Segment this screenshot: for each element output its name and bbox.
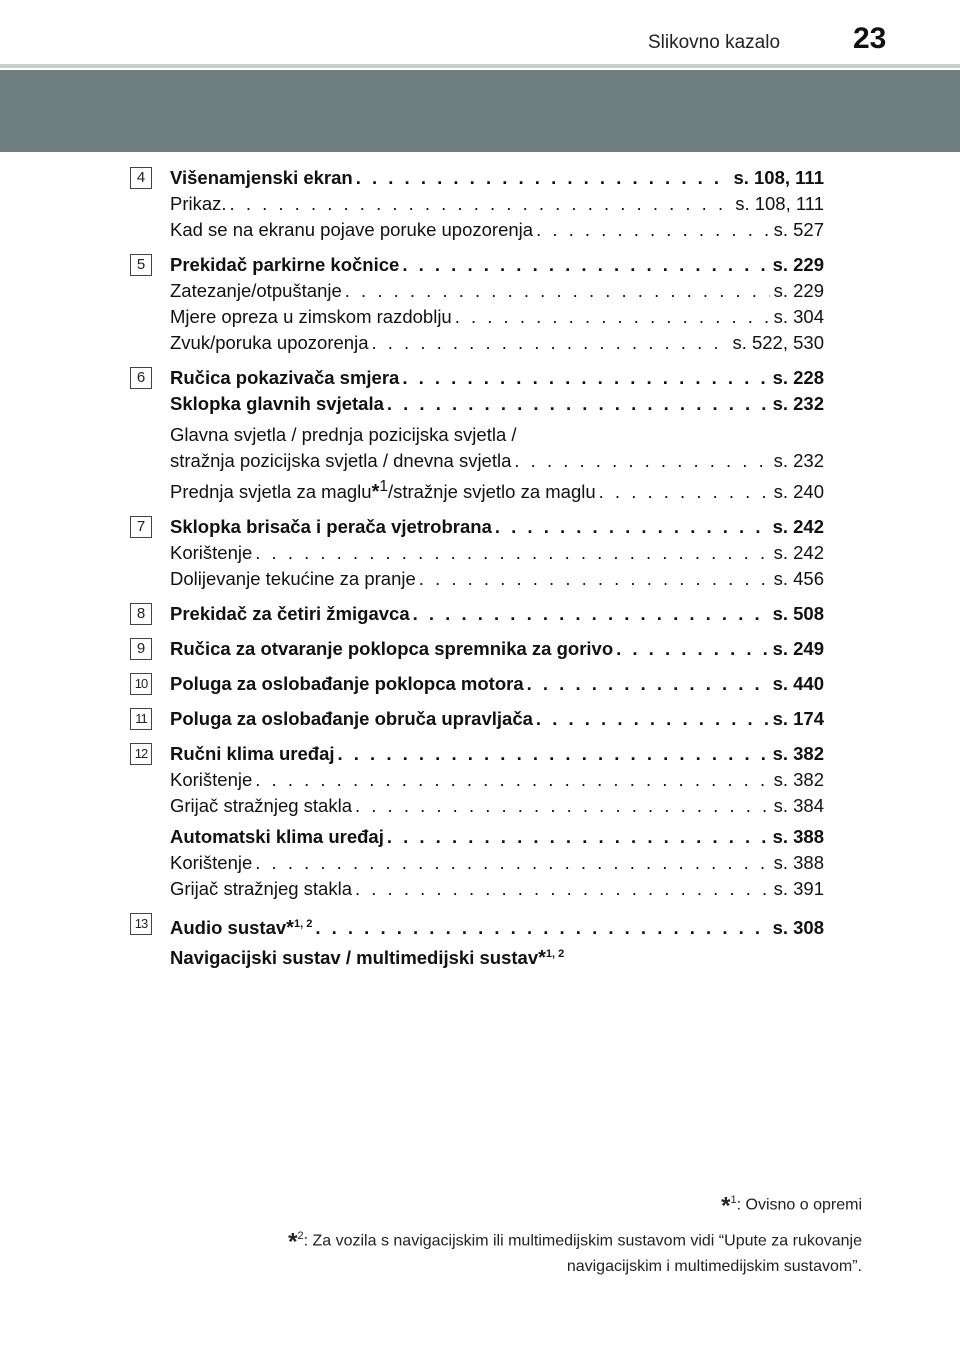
entry-page: s. 249 (772, 638, 824, 660)
leader-dots (371, 330, 728, 356)
entry-title-part: /stražnje svjetlo za maglu (387, 481, 596, 503)
item-number: 5 (130, 254, 152, 276)
leader-dots (345, 278, 770, 304)
footnote-asterisk: * (721, 1192, 731, 1220)
entry-title: Grijač stražnjeg stakla (170, 878, 352, 900)
index-group-10 (0, 671, 960, 697)
leader-dots (356, 165, 730, 191)
index-group-12 (0, 741, 960, 902)
index-list (0, 165, 960, 980)
footnote-ref: 1, 2 (293, 918, 313, 931)
index-group-5 (0, 252, 960, 356)
item-number: 7 (130, 516, 152, 538)
index-entry[interactable] (170, 671, 824, 697)
leader-dots (616, 636, 768, 662)
header-strip (0, 0, 960, 68)
index-group-13 (0, 911, 960, 971)
leader-dots (495, 514, 769, 540)
footnote-asterisk: * (288, 1228, 298, 1256)
index-entry[interactable] (170, 391, 824, 417)
entry-page: s. 242 (772, 516, 824, 538)
index-entry[interactable] (170, 824, 824, 850)
index-subentry[interactable] (170, 876, 824, 902)
entry-title: Ručni klima uređaj (170, 743, 335, 765)
leader-dots (527, 671, 769, 697)
entry-page: s. 391 (773, 878, 824, 900)
entry-title: Poluga za oslobađanje poklopca motora (170, 673, 524, 695)
entry-title-part: Audio sustav (170, 917, 287, 939)
index-subentry[interactable] (170, 304, 824, 330)
entry-title: Zvuk/poruka upozorenja (170, 332, 369, 353)
section-title: Slikovno kazalo (648, 32, 781, 53)
index-entry[interactable] (170, 514, 824, 540)
entry-title: Korištenje (170, 852, 253, 874)
index-subentry[interactable] (170, 850, 824, 876)
leader-dots (599, 479, 770, 505)
index-subentry[interactable] (170, 474, 824, 505)
leader-dots (255, 767, 769, 793)
index-subentry[interactable] (170, 278, 824, 304)
entry-title: Prekidač parkirne kočnice (170, 254, 400, 275)
entry-title (170, 911, 315, 941)
index-subentry[interactable] (170, 566, 824, 592)
entry-title: Automatski klima uređaj (170, 826, 384, 848)
entry-page: s. 382 (772, 743, 824, 765)
entry-page: s. 174 (772, 708, 824, 730)
leader-dots (355, 793, 770, 819)
footnote-2 (102, 1224, 862, 1254)
entry-title: Višenamjenski ekran (170, 167, 353, 188)
entry-page: s. 522, 530 (732, 332, 824, 353)
leader-dots (402, 365, 768, 391)
entry-page: s. 228 (772, 367, 824, 388)
leader-dots (387, 391, 769, 417)
entry-title: Korištenje (170, 769, 253, 791)
index-group-9 (0, 636, 960, 662)
entry-title-part: Navigacijski sustav / multimedijski sustav (170, 947, 539, 969)
entry-title: Sklopka glavnih svjetala (170, 393, 384, 414)
leader-dots (387, 824, 769, 850)
header-rule (0, 64, 960, 68)
footnotes (102, 1188, 862, 1279)
entry-page: s. 229 (773, 280, 824, 301)
entry-page: s. 232 (772, 393, 824, 414)
entry-title: Zatezanje/otpuštanje (170, 280, 342, 301)
entry-page: s. 232 (773, 450, 824, 471)
leader-dots (230, 191, 732, 217)
entry-page: s. 108, 111 (735, 193, 824, 214)
item-number: 9 (130, 638, 152, 660)
entry-page: s. 527 (773, 219, 824, 240)
footnote-text: : Za vozila s navigacijskim ili multimedijskim sustavom vidi “Upute za rukovanje (303, 1232, 862, 1250)
entry-title-part: Prednja svjetla za maglu (170, 481, 372, 503)
entry-page: s. 242 (773, 542, 824, 564)
entry-title (170, 474, 599, 505)
leader-dots (413, 601, 769, 627)
entry-title: Kad se na ekranu pojave poruke upozorenja (170, 219, 534, 240)
leader-dots (419, 566, 770, 592)
leader-dots (315, 915, 768, 941)
leader-dots (255, 850, 769, 876)
footnote-number: 2 (297, 1230, 304, 1243)
header-banner (0, 70, 960, 152)
entry-page: s. 440 (772, 673, 824, 695)
index-group-6 (0, 365, 960, 505)
item-number: 10 (130, 673, 152, 695)
index-entry[interactable] (170, 252, 824, 278)
index-subentry[interactable] (170, 330, 824, 356)
entry-title: Ručica za otvaranje poklopca spremnika za gorivo (170, 638, 614, 660)
footnote-1 (102, 1188, 862, 1218)
leader-dots (255, 540, 769, 566)
entry-page: s. 108, 111 (733, 167, 824, 188)
footnote-asterisk: * (538, 947, 546, 970)
entry-title: Sklopka brisača i perača vjetrobrana (170, 516, 492, 538)
entry-page: s. 388 (773, 852, 824, 874)
index-entry[interactable] (170, 636, 824, 662)
leader-dots (536, 217, 770, 243)
entry-page: s. 229 (772, 254, 824, 275)
footnote-asterisk: * (286, 917, 294, 940)
entry-title: Ručica pokazivača smjera (170, 367, 400, 388)
index-subentry[interactable] (170, 767, 824, 793)
item-number: 6 (130, 367, 152, 389)
entry-title: Poluga za oslobađanje obruča upravljača (170, 708, 533, 730)
entry-title: Prikaz. (170, 193, 227, 214)
index-subentry[interactable] (170, 191, 824, 217)
index-group-7 (0, 514, 960, 592)
entry-page: s. 304 (773, 306, 824, 327)
index-group-4 (0, 165, 960, 243)
leader-dots (536, 706, 769, 732)
item-number: 4 (130, 167, 152, 189)
footnote-text: : Ovisno o opremi (736, 1196, 862, 1214)
index-subentry[interactable] (170, 448, 824, 474)
index-entry[interactable] (170, 941, 824, 971)
entry-title: Grijač stražnjeg stakla (170, 795, 352, 817)
entry-page: s. 240 (773, 481, 824, 503)
index-subentry[interactable] (170, 217, 824, 243)
item-number: 13 (130, 913, 152, 935)
entry-page: s. 384 (773, 795, 824, 817)
footnote-ref: 1 (379, 478, 388, 495)
index-entry[interactable] (170, 601, 824, 627)
entry-page: s. 382 (773, 769, 824, 791)
leader-dots (402, 252, 768, 278)
entry-page: s. 388 (772, 826, 824, 848)
entry-title: Mjere opreza u zimskom razdoblju (170, 306, 452, 327)
index-subentry[interactable] (170, 793, 824, 819)
item-number: 11 (130, 708, 152, 730)
item-number: 8 (130, 603, 152, 625)
entry-page: s. 456 (773, 568, 824, 590)
entry-title: Prekidač za četiri žmigavca (170, 603, 410, 625)
footnote-asterisk: * (371, 481, 380, 504)
index-group-11 (0, 706, 960, 732)
index-entry[interactable] (170, 911, 824, 941)
index-subentry[interactable] (170, 540, 824, 566)
leader-dots (355, 876, 770, 902)
leader-dots (455, 304, 770, 330)
entry-title: Korištenje (170, 542, 253, 564)
leader-dots (338, 741, 769, 767)
index-entry[interactable] (170, 706, 824, 732)
entry-page: s. 508 (772, 603, 824, 625)
footnote-2-continued: navigacijskim i multimedijskim sustavom”. (566, 1257, 862, 1275)
footnote-number: 1 (730, 1194, 737, 1206)
index-entry[interactable] (170, 365, 824, 391)
item-number: 12 (130, 743, 152, 765)
page-number: 23 (853, 22, 887, 55)
entry-title: stražnja pozicijska svjetla / dnevna svjetla (170, 450, 512, 471)
entry-title: Dolijevanje tekućine za pranje (170, 568, 416, 590)
entry-page: s. 308 (772, 917, 824, 939)
index-entry[interactable] (170, 165, 824, 191)
footnote-ref: 1, 2 (545, 948, 565, 961)
index-entry[interactable] (170, 741, 824, 767)
index-subentry-line: Glavna svjetla / prednja pozicijska svjetla / (170, 424, 517, 445)
index-group-8 (0, 601, 960, 627)
leader-dots (514, 448, 769, 474)
